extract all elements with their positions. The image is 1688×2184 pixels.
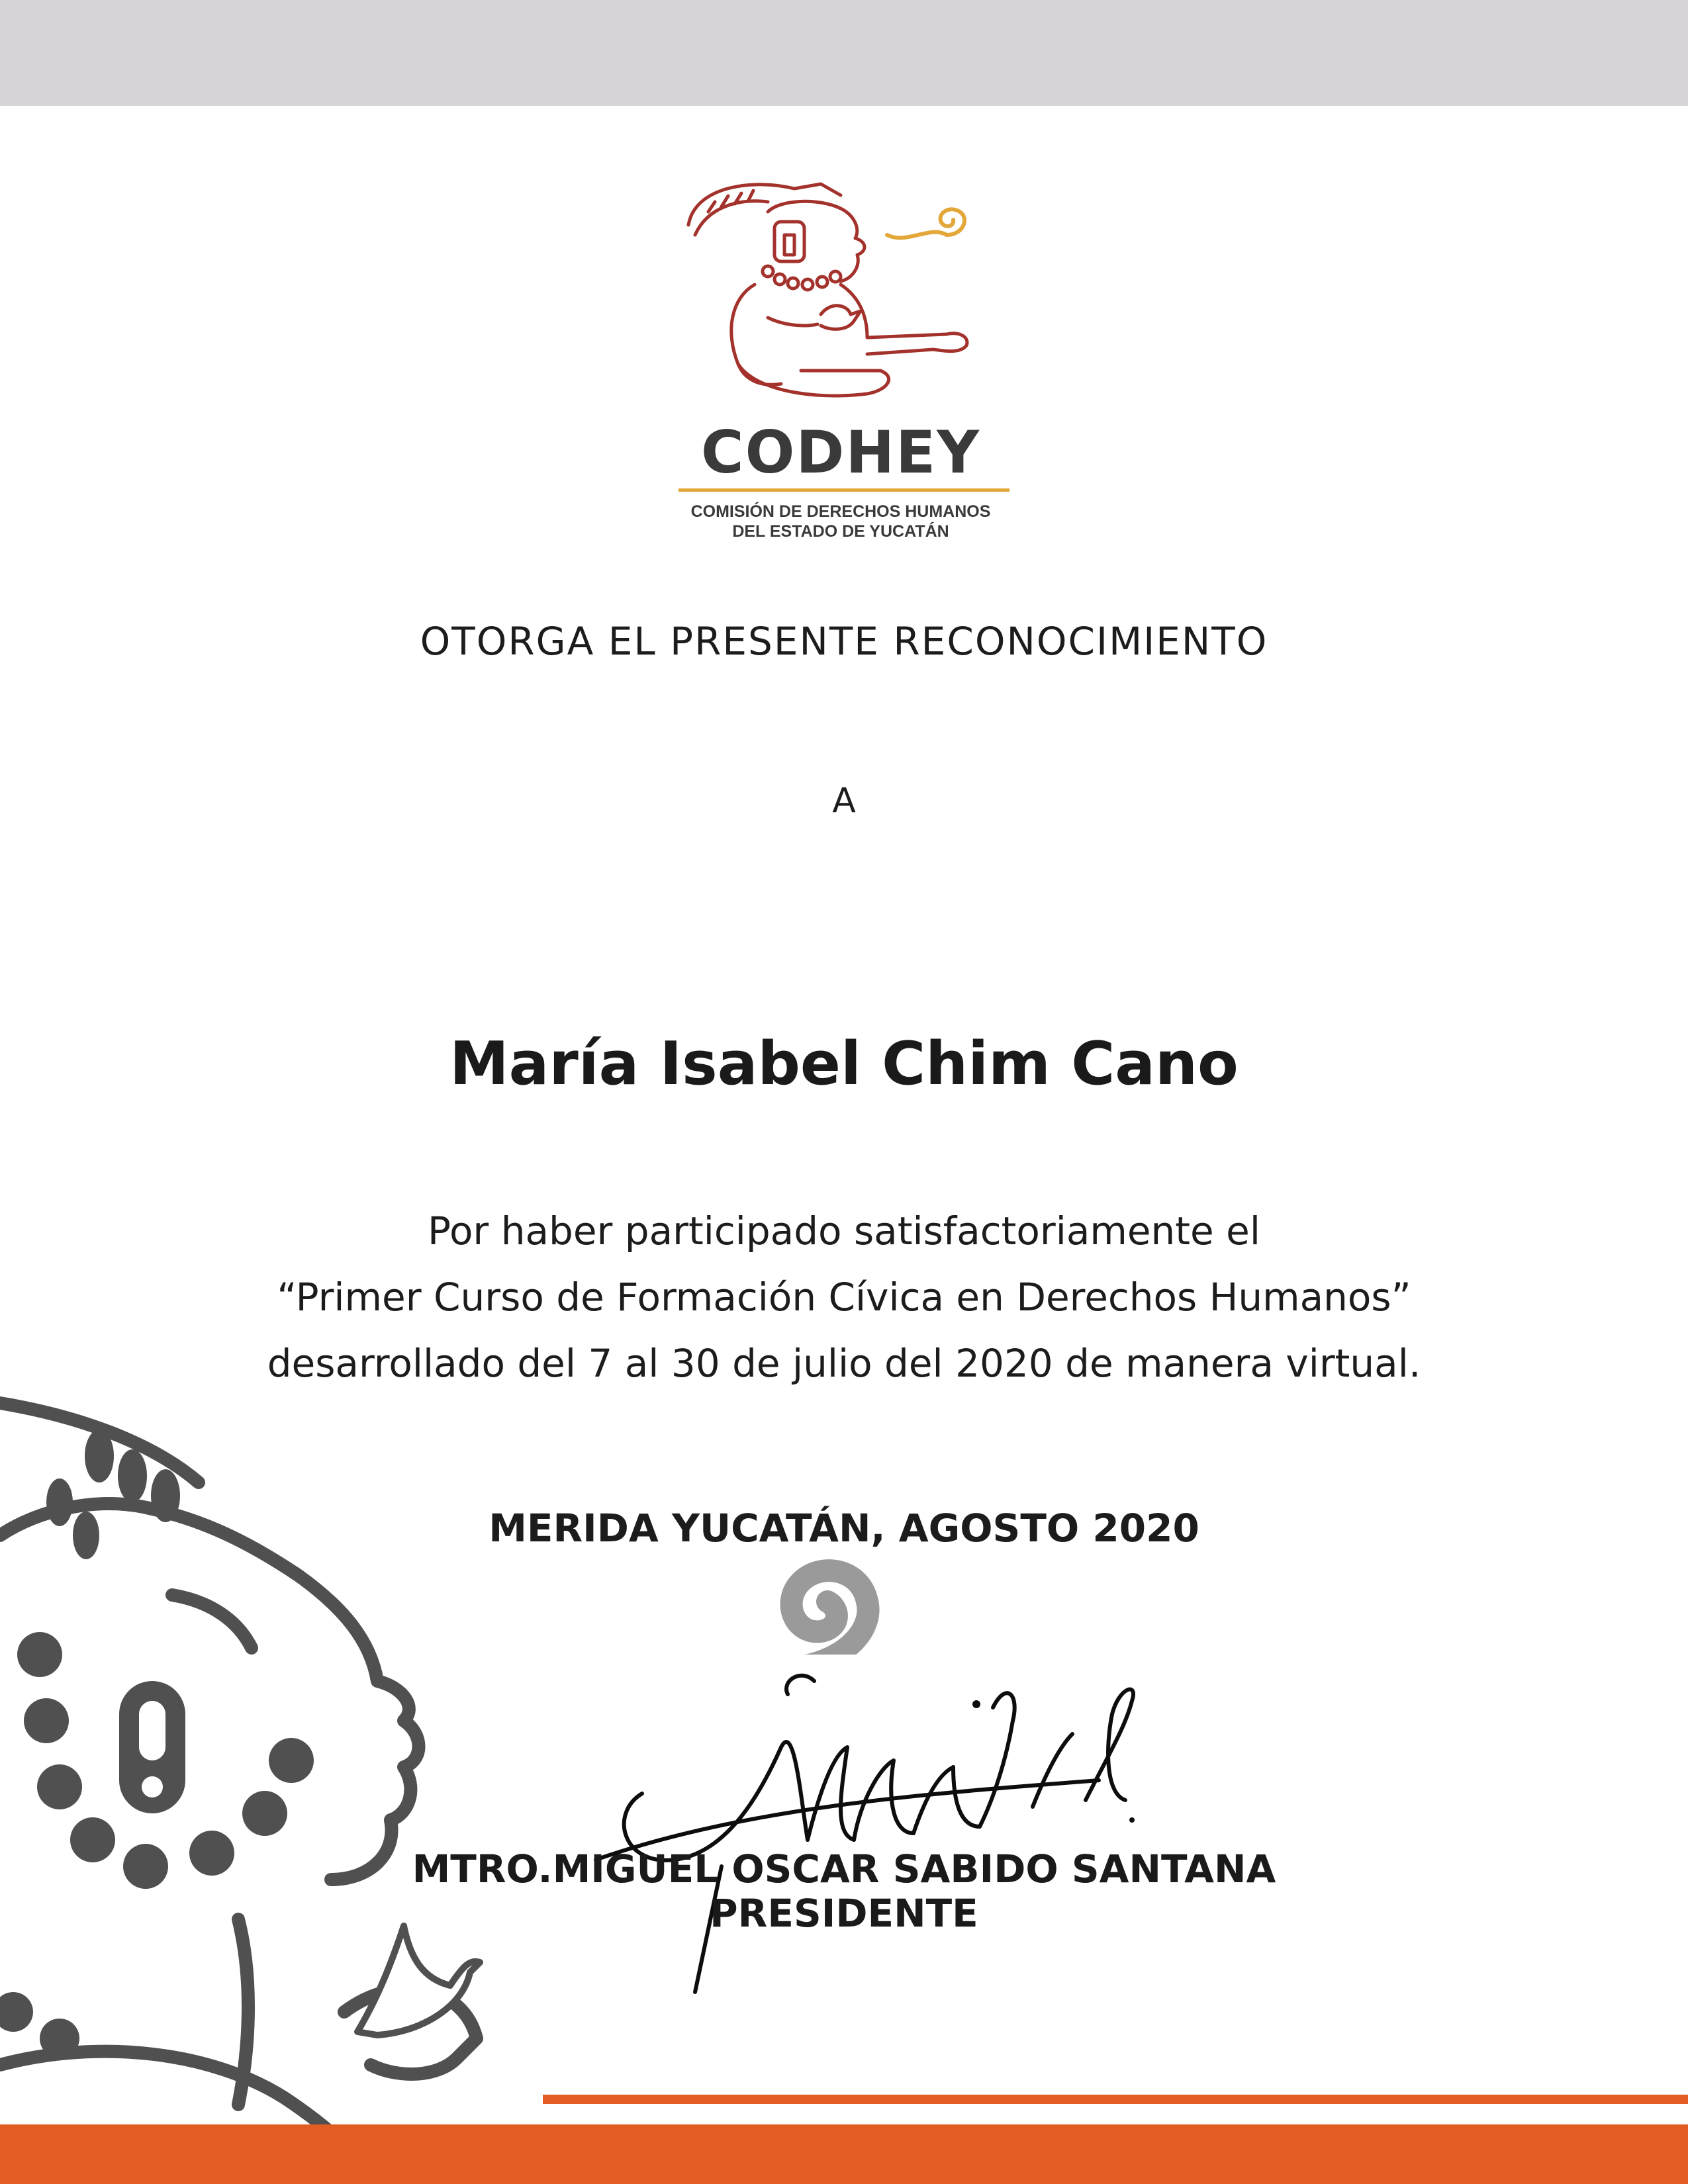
codhey-emblem-icon [669,172,1026,424]
place-date: MERIDA YUCATÁN, AGOSTO 2020 [489,1506,1199,1551]
to-label: A [832,781,856,821]
logo-subtitle-line1: COMISIÓN DE DERECHOS HUMANOS [690,502,991,521]
signatory-name: MTRO.MIGUEL OSCAR SABIDO SANTANA [412,1846,1276,1891]
reason-text [0,1198,1688,1396]
reason-line-1: Por haber participado satisfactoriamente el [428,1208,1260,1253]
logo-underline [679,488,1009,492]
bottom-band [0,2124,1688,2184]
reason-line-3: desarrollado del 7 al 30 de julio del 2020 de manera virtual. [267,1341,1421,1386]
logo-subtitle-line2: DEL ESTADO DE YUCATÁN [732,522,949,541]
recipient-name: María Isabel Chim Cano [449,1029,1239,1099]
certificate-heading: OTORGA EL PRESENTE RECONOCIMIENTO [420,619,1268,664]
handwritten-signature [583,1641,1218,2012]
maya-figure-illustration [0,1377,662,2184]
signatory-title: PRESIDENTE [710,1891,978,1936]
logo-subtitle [662,502,1019,541]
bottom-accent-line [543,2095,1688,2104]
reason-line-2: “Primer Curso de Formación Cívica en Derechos Humanos” [277,1275,1411,1320]
top-band [0,0,1688,106]
logo-wordmark: CODHEY [701,418,980,486]
dove-icon [351,1899,483,2052]
